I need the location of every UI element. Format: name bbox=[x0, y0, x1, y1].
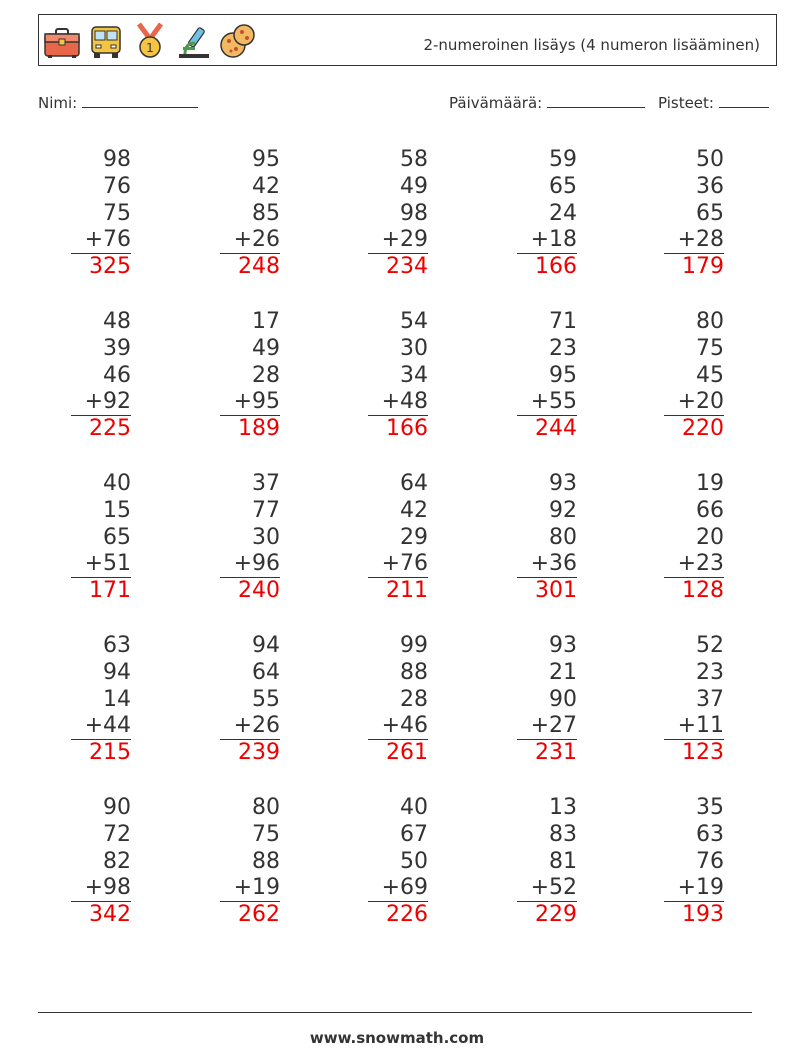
addend: 66 bbox=[696, 497, 724, 523]
answer: 211 bbox=[386, 578, 428, 604]
last-addend: +52 bbox=[517, 875, 577, 902]
answer: 239 bbox=[238, 740, 280, 766]
last-addend: +27 bbox=[517, 713, 577, 740]
addend: 19 bbox=[696, 471, 724, 496]
answer: 301 bbox=[535, 578, 577, 604]
addend: 23 bbox=[549, 335, 577, 361]
addition-problem bbox=[368, 471, 428, 605]
answer: 240 bbox=[238, 578, 280, 604]
date-blank[interactable] bbox=[547, 93, 645, 108]
school-bus-icon bbox=[87, 21, 125, 61]
answer: 171 bbox=[89, 578, 131, 604]
addition-problem bbox=[220, 795, 280, 929]
addition-problem bbox=[220, 633, 280, 767]
addend: 46 bbox=[103, 362, 131, 388]
name-blank[interactable] bbox=[82, 93, 198, 108]
addition-problem bbox=[517, 471, 577, 605]
addend: 94 bbox=[252, 633, 280, 658]
addend: 50 bbox=[400, 848, 428, 874]
answer: 262 bbox=[238, 902, 280, 928]
addition-problem bbox=[220, 309, 280, 443]
addition-problem bbox=[71, 309, 131, 443]
addition-problem bbox=[517, 633, 577, 767]
last-addend: +23 bbox=[664, 551, 724, 578]
answer: 128 bbox=[682, 578, 724, 604]
addition-problem bbox=[664, 309, 724, 443]
addend: 94 bbox=[103, 659, 131, 685]
addend: 40 bbox=[400, 795, 428, 820]
addition-problem bbox=[71, 795, 131, 929]
addend: 28 bbox=[400, 686, 428, 712]
addend: 49 bbox=[400, 173, 428, 199]
last-addend: +28 bbox=[664, 227, 724, 254]
addend: 75 bbox=[103, 200, 131, 226]
addend: 17 bbox=[252, 309, 280, 334]
addend: 20 bbox=[696, 524, 724, 550]
addend: 54 bbox=[400, 309, 428, 334]
name-field bbox=[38, 93, 198, 112]
addend: 65 bbox=[696, 200, 724, 226]
addend: 72 bbox=[103, 821, 131, 847]
addend: 58 bbox=[400, 147, 428, 172]
addend: 63 bbox=[696, 821, 724, 847]
addend: 75 bbox=[696, 335, 724, 361]
last-addend: +11 bbox=[664, 713, 724, 740]
addition-problem bbox=[220, 147, 280, 281]
addend: 82 bbox=[103, 848, 131, 874]
addend: 13 bbox=[549, 795, 577, 820]
last-addend: +76 bbox=[368, 551, 428, 578]
last-addend: +18 bbox=[517, 227, 577, 254]
addend: 64 bbox=[400, 471, 428, 496]
last-addend: +29 bbox=[368, 227, 428, 254]
answer: 234 bbox=[386, 254, 428, 280]
addend: 77 bbox=[252, 497, 280, 523]
addend: 52 bbox=[696, 633, 724, 658]
addend: 80 bbox=[696, 309, 724, 334]
footer-divider bbox=[38, 1012, 752, 1013]
addition-problem bbox=[368, 795, 428, 929]
last-addend: +95 bbox=[220, 389, 280, 416]
answer: 215 bbox=[89, 740, 131, 766]
addition-problem bbox=[664, 147, 724, 281]
addend: 88 bbox=[400, 659, 428, 685]
addend: 99 bbox=[400, 633, 428, 658]
answer: 225 bbox=[89, 416, 131, 442]
addition-problem bbox=[368, 147, 428, 281]
last-addend: +20 bbox=[664, 389, 724, 416]
last-addend: +36 bbox=[517, 551, 577, 578]
addend: 15 bbox=[103, 497, 131, 523]
addend: 98 bbox=[103, 147, 131, 172]
last-addend: +69 bbox=[368, 875, 428, 902]
addend: 85 bbox=[252, 200, 280, 226]
addition-problem bbox=[517, 147, 577, 281]
addend: 81 bbox=[549, 848, 577, 874]
addition-problem bbox=[71, 147, 131, 281]
addition-problem bbox=[220, 471, 280, 605]
answer: 244 bbox=[535, 416, 577, 442]
answer: 342 bbox=[89, 902, 131, 928]
addend: 42 bbox=[400, 497, 428, 523]
briefcase-icon bbox=[43, 21, 81, 61]
addition-problem bbox=[368, 633, 428, 767]
worksheet-title: 2-numeroinen lisäys (4 numeron lisääminen) bbox=[423, 36, 760, 54]
addend: 75 bbox=[252, 821, 280, 847]
microscope-icon bbox=[175, 21, 213, 61]
addition-problem bbox=[71, 633, 131, 767]
last-addend: +19 bbox=[664, 875, 724, 902]
answer: 248 bbox=[238, 254, 280, 280]
addend: 36 bbox=[696, 173, 724, 199]
addend: 42 bbox=[252, 173, 280, 199]
addend: 37 bbox=[252, 471, 280, 496]
answer: 261 bbox=[386, 740, 428, 766]
last-addend: +51 bbox=[71, 551, 131, 578]
name-label: Nimi: bbox=[38, 94, 78, 112]
addend: 50 bbox=[696, 147, 724, 172]
addend: 40 bbox=[103, 471, 131, 496]
addend: 98 bbox=[400, 200, 428, 226]
score-blank[interactable] bbox=[719, 93, 769, 108]
addend: 48 bbox=[103, 309, 131, 334]
addend: 34 bbox=[400, 362, 428, 388]
answer: 166 bbox=[535, 254, 577, 280]
addend: 45 bbox=[696, 362, 724, 388]
addend: 64 bbox=[252, 659, 280, 685]
addition-problem bbox=[517, 309, 577, 443]
score-field bbox=[658, 93, 769, 112]
addition-problem bbox=[368, 309, 428, 443]
addend: 93 bbox=[549, 633, 577, 658]
addend: 23 bbox=[696, 659, 724, 685]
answer: 226 bbox=[386, 902, 428, 928]
last-addend: +26 bbox=[220, 713, 280, 740]
addend: 92 bbox=[549, 497, 577, 523]
addend: 90 bbox=[549, 686, 577, 712]
addend: 14 bbox=[103, 686, 131, 712]
addend: 65 bbox=[103, 524, 131, 550]
date-field bbox=[449, 93, 645, 112]
addend: 29 bbox=[400, 524, 428, 550]
date-label: Päivämäärä: bbox=[449, 94, 543, 112]
addend: 24 bbox=[549, 200, 577, 226]
addend: 35 bbox=[696, 795, 724, 820]
last-addend: +76 bbox=[71, 227, 131, 254]
addend: 80 bbox=[252, 795, 280, 820]
answer: 123 bbox=[682, 740, 724, 766]
addend: 76 bbox=[696, 848, 724, 874]
last-addend: +26 bbox=[220, 227, 280, 254]
answer: 189 bbox=[238, 416, 280, 442]
footer-site: www.snowmath.com bbox=[309, 1029, 485, 1047]
last-addend: +55 bbox=[517, 389, 577, 416]
worksheet-header bbox=[38, 14, 777, 66]
addend: 30 bbox=[400, 335, 428, 361]
addend: 80 bbox=[549, 524, 577, 550]
answer: 231 bbox=[535, 740, 577, 766]
addend: 93 bbox=[549, 471, 577, 496]
medal-icon bbox=[131, 21, 169, 61]
addition-problem bbox=[664, 633, 724, 767]
addend: 59 bbox=[549, 147, 577, 172]
addition-problem bbox=[664, 471, 724, 605]
addend: 65 bbox=[549, 173, 577, 199]
addend: 39 bbox=[103, 335, 131, 361]
addend: 71 bbox=[549, 309, 577, 334]
answer: 193 bbox=[682, 902, 724, 928]
answer: 166 bbox=[386, 416, 428, 442]
addend: 76 bbox=[103, 173, 131, 199]
answer: 179 bbox=[682, 254, 724, 280]
addend: 28 bbox=[252, 362, 280, 388]
addend: 83 bbox=[549, 821, 577, 847]
addend: 63 bbox=[103, 633, 131, 658]
addend: 55 bbox=[252, 686, 280, 712]
addend: 30 bbox=[252, 524, 280, 550]
last-addend: +44 bbox=[71, 713, 131, 740]
addition-problem bbox=[664, 795, 724, 929]
score-label: Pisteet: bbox=[658, 94, 714, 112]
addend: 88 bbox=[252, 848, 280, 874]
addend: 49 bbox=[252, 335, 280, 361]
answer: 325 bbox=[89, 254, 131, 280]
addition-problem bbox=[517, 795, 577, 929]
addend: 37 bbox=[696, 686, 724, 712]
addend: 95 bbox=[252, 147, 280, 172]
addend: 67 bbox=[400, 821, 428, 847]
last-addend: +92 bbox=[71, 389, 131, 416]
last-addend: +48 bbox=[368, 389, 428, 416]
answer: 220 bbox=[682, 416, 724, 442]
last-addend: +46 bbox=[368, 713, 428, 740]
addition-problem bbox=[71, 471, 131, 605]
last-addend: +19 bbox=[220, 875, 280, 902]
addend: 95 bbox=[549, 362, 577, 388]
last-addend: +98 bbox=[71, 875, 131, 902]
header-icons bbox=[43, 19, 257, 63]
answer: 229 bbox=[535, 902, 577, 928]
svg-text:1: 1 bbox=[146, 41, 154, 55]
last-addend: +96 bbox=[220, 551, 280, 578]
addend: 21 bbox=[549, 659, 577, 685]
cookie-icon bbox=[219, 21, 257, 61]
addend: 90 bbox=[103, 795, 131, 820]
